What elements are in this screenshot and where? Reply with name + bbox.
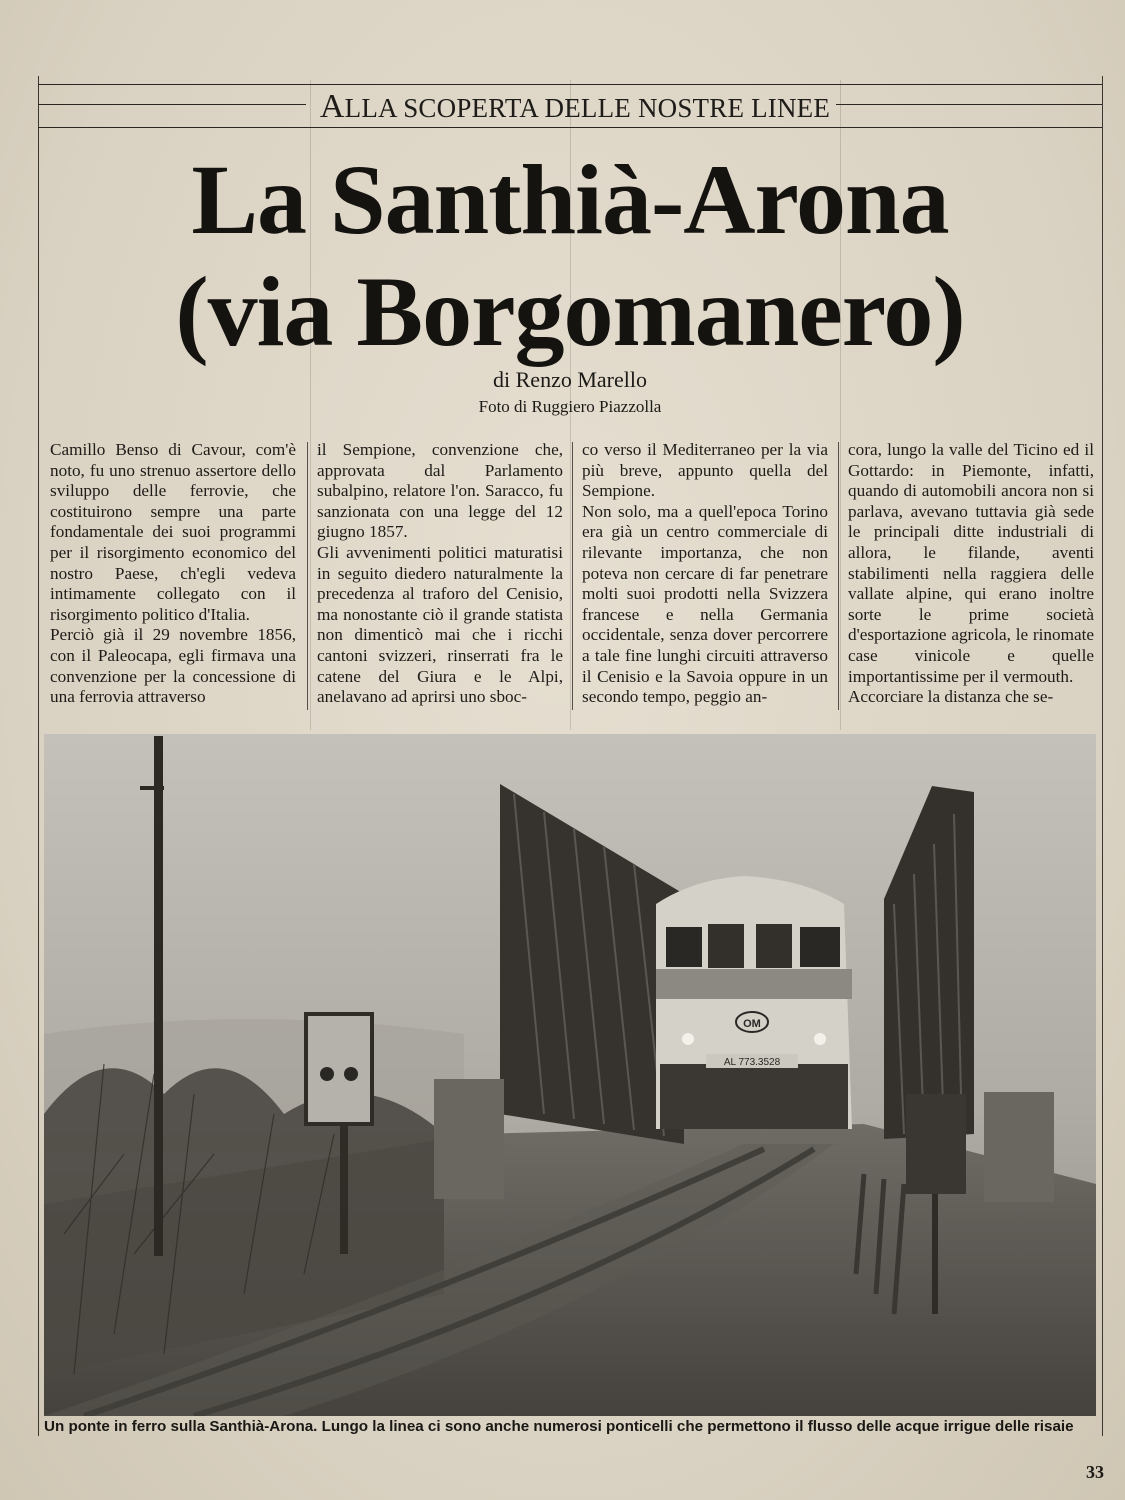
- photo-credit: Foto di Ruggiero Piazzolla: [478, 397, 662, 416]
- column-divider: [572, 442, 573, 710]
- bridge-pier-right: [984, 1092, 1054, 1202]
- railcar-window: [800, 927, 840, 967]
- text-column-2: [317, 440, 563, 712]
- text-column-3: [582, 440, 828, 712]
- text-column-1: [50, 440, 296, 712]
- article-photo: [44, 734, 1096, 1416]
- article-title-line-1: La Santhià-Arona: [191, 144, 949, 255]
- telegraph-pole: [154, 736, 163, 1256]
- railcar-badge: OM: [743, 1018, 761, 1030]
- kicker-text: LLA SCOPERTA DELLE NOSTRE LINEE: [344, 93, 831, 123]
- pole-crossarm: [140, 786, 164, 790]
- header-rule-top: [38, 84, 1102, 85]
- headlight-left: [682, 1033, 694, 1045]
- railcar-window: [708, 924, 744, 968]
- signal-board: [306, 1014, 372, 1124]
- paragraph: co verso il Mediterraneo per la via più breve, appunto quella del Sempione.: [582, 440, 828, 501]
- bridge-railcar-illustration: [44, 734, 1096, 1416]
- paragraph: Accorciare la distanza che se-: [848, 687, 1054, 707]
- trackside-post: [932, 1194, 938, 1314]
- header-rule-left: [38, 104, 306, 105]
- page-border-left: [38, 76, 39, 1436]
- section-kicker: [310, 88, 840, 126]
- paragraph: Gli avvenimenti politici maturatisi in seguito diedero naturalmente la precedenza al traforo del Cenisio, ma nonostante ciò il grande statista non dimenticò mai che i ricchi cantoni svizzeri, rinserrati fra le catene del Giura e le Alpi, anelavano ad aprirsi uno sboc-: [317, 542, 563, 707]
- paragraph: Perciò già il 29 novembre 1856, con il Paleocapa, egli firmava una convenzione per la concessione di una ferrovia attraverso: [50, 625, 296, 707]
- railcar-window: [666, 927, 702, 967]
- railcar-underframe: [660, 1064, 848, 1129]
- article-author: di Renzo Marello: [493, 367, 647, 392]
- paragraph: Camillo Benso di Cavour, com'è noto, fu uno strenuo assertore dello sviluppo delle ferrovie, che costituirono sempre una parte fondamentale dei suoi programmi per il risorgimento economico del nostro Paese, ch'egli vedeva intimamente collegato con il risorgimento politico d'Italia.: [50, 440, 296, 624]
- signal-light: [320, 1067, 334, 1081]
- photo-caption: Un ponte in ferro sulla Santhià-Arona. Lungo la linea ci sono anche numerosi ponticelli che permettono il flusso delle acque irrigue delle risaie: [44, 1418, 1074, 1435]
- header-rule-right: [836, 104, 1102, 105]
- column-divider: [307, 442, 308, 710]
- paragraph: il Sempione, convenzione che, approvata dal Parlamento subalpino, relatore l'on. Saracco, fu sanzionata con una legge del 12 giugno 1857.: [317, 440, 563, 542]
- header-rule-bottom: [38, 127, 1102, 128]
- page-border-right: [1102, 76, 1103, 1436]
- article-title-line-2: (via Borgomanero): [175, 256, 965, 367]
- paragraph: Non solo, ma a quell'epoca Torino era già un centro commerciale di rilevante importanza, che non poteva non cercare di far penetrare molti suoi prodotti nella Svizzera francese e nella Germania occidentale, senza dover percorrere a tale fine lunghi circuiti attraverso il Cenisio e la Savoia oppure in un secondo tempo, peggio an-: [582, 501, 828, 707]
- page-number: 33: [1086, 1462, 1104, 1482]
- trackside-box: [906, 1094, 966, 1194]
- railcar-window: [756, 924, 792, 968]
- paragraph: cora, lungo la valle del Ticino ed il Gottardo: in Piemonte, infatti, quando di automobili ancora non si parlava, avevano tuttavia già sede le principali ditte industriali di allora, le filande, aventi stabilimenti nella raggiera delle vallate alpine, qui erano inoltre sorte le prime società d'esportazione agricola, le rinomate case vinicole e quelle importantissime per il vermouth.: [848, 440, 1094, 686]
- signal-light: [344, 1067, 358, 1081]
- text-column-4: [848, 440, 1094, 712]
- column-divider: [838, 442, 839, 710]
- bridge-pier-left: [434, 1079, 504, 1199]
- kicker-initial: A: [319, 88, 345, 125]
- railcar-number: AL 773.3528: [723, 1057, 781, 1068]
- headlight-right: [814, 1033, 826, 1045]
- railcar-band: [656, 969, 852, 999]
